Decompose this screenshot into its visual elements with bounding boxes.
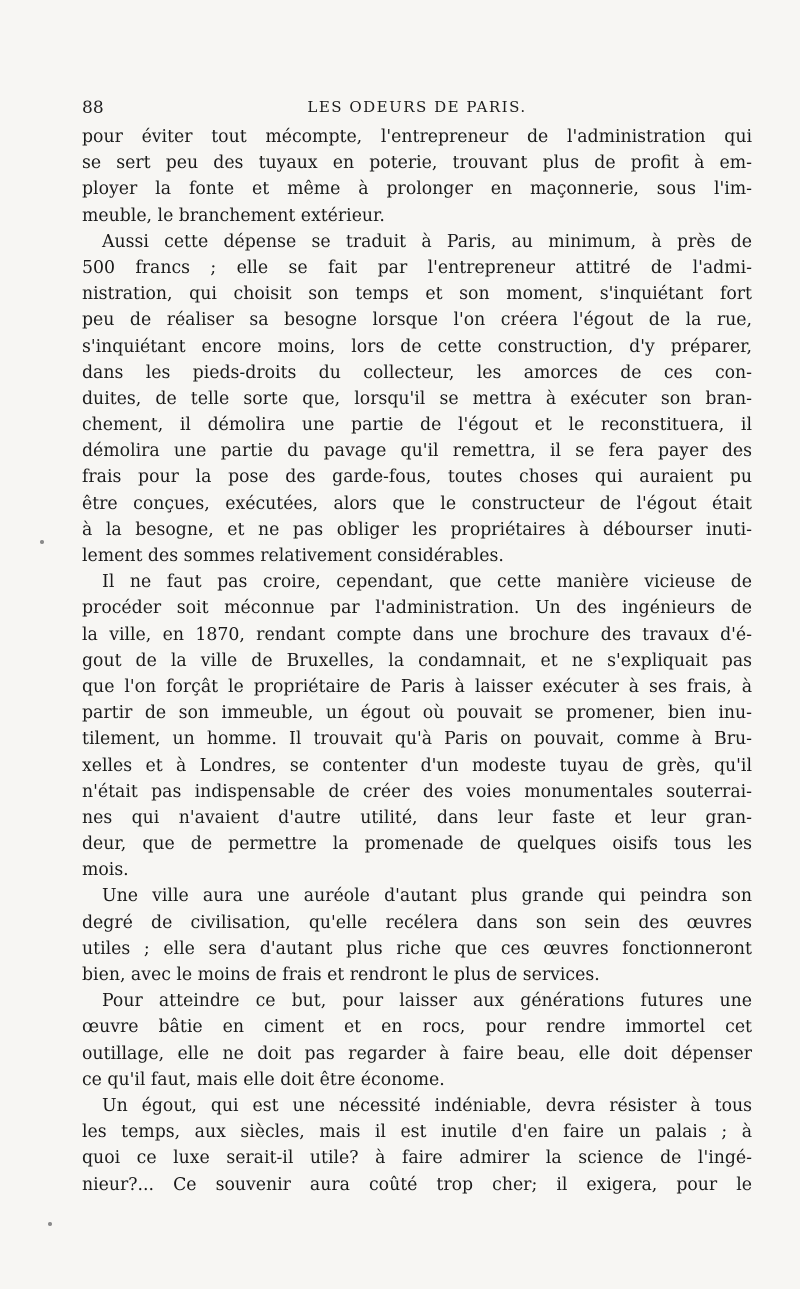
text-line: frais pour la pose des garde-fous, toutes choses qui auraient pu <box>82 467 752 488</box>
text-line: partir de son immeuble, un égout où pouvait se promener, bien inu- <box>82 703 752 724</box>
text-line: Une ville aura une auréole d'autant plus grande qui peindra son <box>102 886 752 907</box>
text-line: se sert peu des tuyaux en poterie, trouvant plus de profit à em- <box>82 153 752 174</box>
page-header <box>82 98 752 122</box>
paragraph <box>82 569 752 883</box>
running-title: LES ODEURS DE PARIS. <box>307 98 527 116</box>
text-line: pour éviter tout mécompte, l'entrepreneur de l'administration qui <box>82 127 752 147</box>
text-line: utiles ; elle sera d'autant plus riche que ces œuvres fonctionneront <box>82 938 752 959</box>
text-line: la ville, en 1870, rendant compte dans une brochure des travaux d'é- <box>82 624 752 645</box>
paragraph <box>82 988 752 1093</box>
text-line: que l'on forçât le propriétaire de Paris à laisser exécuter à ses frais, à <box>82 676 752 697</box>
text-line: lement des sommes relativement considérables. <box>82 546 504 566</box>
text-line: Pour atteindre ce but, pour laisser aux générations futures une <box>102 991 752 1012</box>
text-line: mois. <box>82 860 129 881</box>
text-line: Aussi cette dépense se traduit à Paris, au minimum, à près de <box>102 231 752 252</box>
text-line: nieur?... Ce souvenir aura coûté trop cher; il exigera, pour le <box>82 1174 752 1195</box>
text-line: chement, il démolira une partie de l'égout et le reconstituera, il <box>82 415 752 436</box>
text-line: gout de la ville de Bruxelles, la condamnait, et ne s'expliquait pas <box>82 650 752 671</box>
text-line: procéder soit méconnue par l'administration. Un des ingénieurs de <box>82 598 752 619</box>
text-line: dans les pieds-droits du collecteur, les amorces de ces con- <box>82 362 752 383</box>
text-line: être conçues, exécutées, alors que le constructeur de l'égout était <box>82 493 752 514</box>
text-line: tilement, un homme. Il trouvait qu'à Paris on pouvait, comme à Bru- <box>82 729 752 750</box>
text-line: degré de civilisation, qu'elle recélera dans son sein des œuvres <box>82 912 752 933</box>
text-line: Un égout, qui est une nécessité indéniable, devra résister à tous <box>102 1095 752 1116</box>
paragraph <box>82 229 752 569</box>
text-line: duites, de telle sorte que, lorsqu'il se mettra à exécuter son bran- <box>82 388 752 409</box>
text-line: ployer la fonte et même à prolonger en maçonnerie, sous l'im- <box>82 179 752 200</box>
text-line: les temps, aux siècles, mais il est inutile d'en faire un palais ; à <box>82 1122 752 1143</box>
text-line: nes qui n'avaient d'autre utilité, dans leur faste et leur gran- <box>82 807 752 828</box>
margin-speck <box>40 540 44 544</box>
text-line: deur, que de permettre la promenade de quelques oisifs tous les <box>82 834 752 855</box>
text-line: à la besogne, et ne pas obliger les propriétaires à débourser inuti- <box>82 519 752 540</box>
text-line: ce qu'il faut, mais elle doit être économe. <box>82 1069 445 1090</box>
paragraph <box>82 1093 752 1198</box>
text-line: outillage, elle ne doit pas regarder à faire beau, elle doit dépenser <box>82 1043 752 1064</box>
paragraph <box>82 124 752 229</box>
text-line: démolira une partie du pavage qu'il remettra, il se fera payer des <box>82 441 752 462</box>
text-line: xelles et à Londres, se contenter d'un modeste tuyau de grès, qu'il <box>82 755 752 776</box>
text-line: peu de réaliser sa besogne lorsque l'on créera l'égout de la rue, <box>82 310 752 331</box>
text-line: s'inquiétant encore moins, lors de cette construction, d'y préparer, <box>82 336 752 357</box>
text-line: 500 francs ; elle se fait par l'entrepreneur attitré de l'admi- <box>82 257 752 278</box>
text-line: nistration, qui choisit son temps et son moment, s'inquiétant fort <box>82 284 752 305</box>
margin-speck <box>48 1222 52 1226</box>
paragraph <box>82 883 752 988</box>
body-text <box>82 124 752 1198</box>
text-line: quoi ce luxe serait-il utile? à faire admirer la science de l'ingé- <box>82 1148 752 1169</box>
page-number: 88 <box>82 98 104 118</box>
text-line: bien, avec le moins de frais et rendront le plus de services. <box>82 965 600 985</box>
text-line: meuble, le branchement extérieur. <box>82 205 385 226</box>
text-line: n'était pas indispensable de créer des voies monumentales souterrai- <box>82 781 752 802</box>
text-line: œuvre bâtie en ciment et en rocs, pour rendre immortel cet <box>82 1017 752 1038</box>
text-line: Il ne faut pas croire, cependant, que cette manière vicieuse de <box>102 572 752 593</box>
